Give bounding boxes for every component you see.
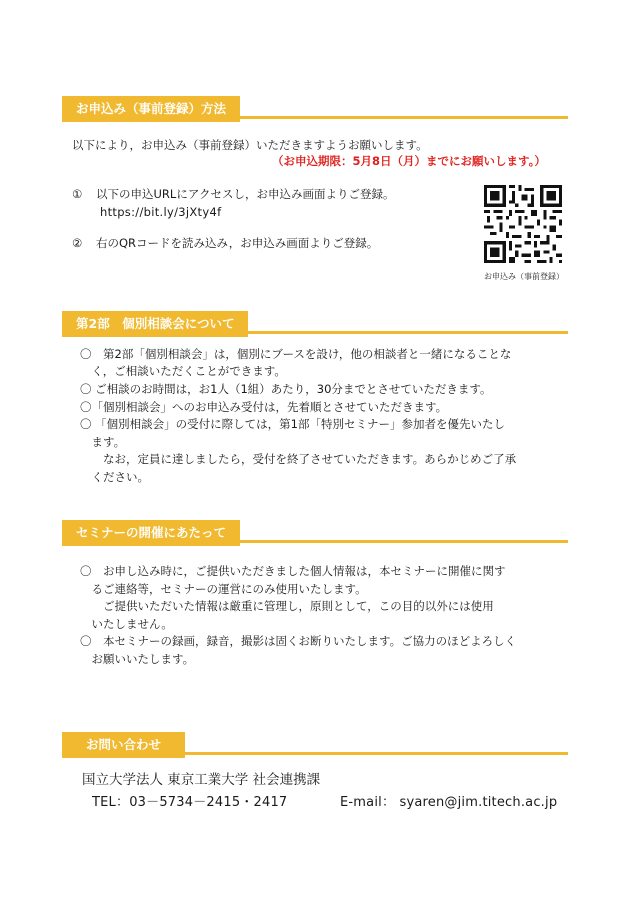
contact-phone: TEL：03－5734－2415・2417 xyxy=(92,795,288,810)
contact-email[interactable]: E-mail： syaren@jim.titech.ac.jp xyxy=(340,795,558,810)
intro-text: 以下により，お申込み（事前登録）いただきますようお願いします。 xyxy=(72,138,428,152)
step1-text: 以下の申込URLにアクセスし，お申込み画面よりご登録。 xyxy=(96,187,395,201)
divider xyxy=(62,116,568,119)
section-title: 第2部 個別相談会について xyxy=(62,311,248,337)
list-item: いたしません。 xyxy=(80,617,173,631)
list-item: お願いいたします。 xyxy=(80,652,195,666)
registration-link[interactable]: https://bit.ly/3jXty4f xyxy=(100,205,222,219)
list-item: く，ご相談いただくことができます。 xyxy=(80,364,286,378)
list-item: 〇 ご相談のお時間は，お1人（1組）あたり，30分までとさせていただきます。 xyxy=(80,382,492,396)
list-item: ます。 xyxy=(80,435,126,449)
section-title: セミナーの開催にあたって xyxy=(62,520,240,546)
contact-organization: 国立大学法人 東京工業大学 社会連携課 xyxy=(82,772,321,788)
section-title: お申込み（事前登録）方法 xyxy=(62,96,240,122)
divider xyxy=(62,752,568,755)
list-item: ご提供いただいた情報は厳重に管理し，原則として，この目的以外には使用 xyxy=(80,599,494,613)
step1-number: ① xyxy=(72,187,83,201)
divider xyxy=(62,540,568,543)
step2-number: ② xyxy=(72,236,83,250)
step2-text: 右のQRコードを読み込み，お申込み画面よりご登録。 xyxy=(96,236,379,250)
section-header-seminar-notes xyxy=(62,520,568,546)
deadline-text: （お申込期限：5月8日（月）までにお願いします。） xyxy=(272,154,546,168)
list-item: 〇 第2部「個別相談会」は，個別にブースを設け，他の相談者と一緒になることな xyxy=(80,347,512,361)
section-header-contact xyxy=(62,732,568,758)
section-title: お問い合わせ xyxy=(62,732,185,758)
qr-caption: お申込み（事前登録） xyxy=(484,272,564,281)
list-item: ください。 xyxy=(80,470,149,484)
list-item: 〇「個別相談会」へのお申込み受付は，先着順とさせていただきます。 xyxy=(80,400,448,414)
list-item: 〇 本セミナーの録画，録音，撮影は固くお断りいたします。ご協力のほどよろしく xyxy=(80,634,517,648)
list-item: 〇 お申し込み時に，ご提供いただきました個人情報は，本セミナーに開催に関す xyxy=(80,564,506,578)
list-item: なお，定員に達しましたら，受付を終了させていただきます。あらかじめご了承 xyxy=(80,452,517,466)
list-item: 〇 「個別相談会」の受付に際しては，第1部「特別セミナー」参加者を優先いたし xyxy=(80,417,505,431)
section-header-consultation xyxy=(62,311,568,337)
list-item: るご連絡等，セミナーの運営にのみ使用いたします。 xyxy=(80,582,367,596)
divider xyxy=(62,331,568,334)
qr-code-icon[interactable] xyxy=(484,185,562,263)
section-header-registration xyxy=(62,96,568,122)
